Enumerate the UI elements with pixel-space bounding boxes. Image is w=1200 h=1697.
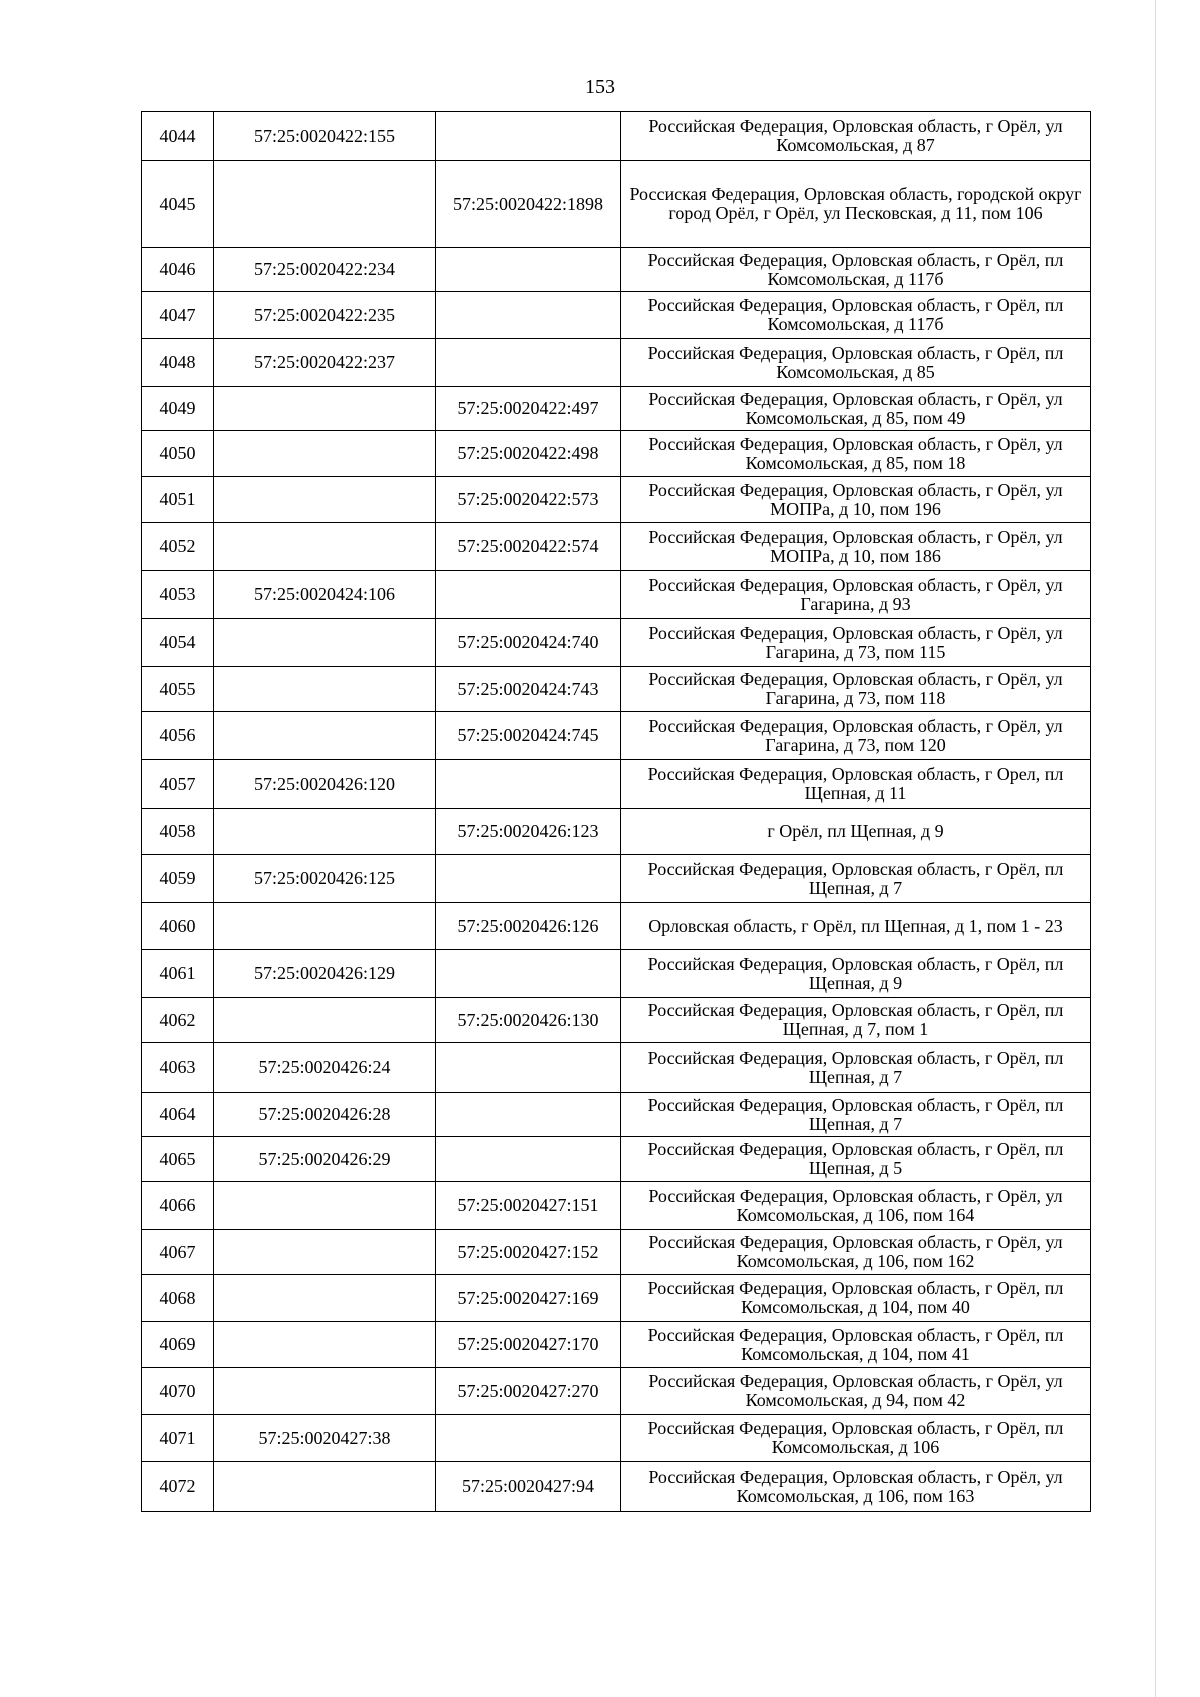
new-cadastral-number-cell: 57:25:0020422:498 [436,431,621,477]
row-number-cell: 4047 [142,292,214,339]
address-cell: Российская Федерация, Орловская область, г Орёл, ул МОПРа, д 10, пом 196 [621,477,1091,523]
table-row [142,712,1091,760]
row-number-cell: 4044 [142,112,214,161]
row-number-cell: 4054 [142,619,214,667]
cadastral-number-cell [214,1275,436,1322]
new-cadastral-number-cell [436,1137,621,1182]
page-number: 153 [585,76,615,98]
row-number-cell: 4063 [142,1043,214,1093]
table-row [142,855,1091,903]
cadastral-number-cell [214,619,436,667]
new-cadastral-number-cell: 57:25:0020427:94 [436,1462,621,1512]
row-number-cell: 4058 [142,809,214,855]
cadastral-number-cell: 57:25:0020426:28 [214,1093,436,1137]
table-row [142,950,1091,998]
table-row [142,1322,1091,1368]
address-cell: Российская Федерация, Орловская область, г Орёл, пл Щепная, д 5 [621,1137,1091,1182]
table-row [142,1415,1091,1462]
address-cell: Российская Федерация, Орловская область, г Орёл, ул Гагарина, д 73, пом 115 [621,619,1091,667]
address-cell: Российская Федерация, Орловская область, г Орёл, пл Щепная, д 7, пом 1 [621,998,1091,1043]
new-cadastral-number-cell: 57:25:0020427:151 [436,1182,621,1230]
new-cadastral-number-cell [436,950,621,998]
new-cadastral-number-cell: 57:25:0020427:169 [436,1275,621,1322]
address-cell: Российская Федерация, Орловская область, г Орёл, пл Комсомольская, д 117б [621,248,1091,292]
table-row [142,477,1091,523]
address-cell: Российская Федерация, Орловская область, г Орёл, ул Комсомольская, д 106, пом 162 [621,1230,1091,1275]
address-cell: Российская Федерация, Орловская область, г Орёл, пл Щепная, д 7 [621,855,1091,903]
address-cell: Российская Федерация, Орловская область, г Орёл, ул Комсомольская, д 106, пом 164 [621,1182,1091,1230]
cadastral-number-cell: 57:25:0020426:129 [214,950,436,998]
table-row [142,571,1091,619]
new-cadastral-number-cell: 57:25:0020424:745 [436,712,621,760]
cadastral-number-cell [214,1182,436,1230]
row-number-cell: 4061 [142,950,214,998]
cadastral-number-cell [214,1462,436,1512]
table-row [142,1368,1091,1415]
row-number-cell: 4056 [142,712,214,760]
row-number-cell: 4070 [142,1368,214,1415]
table-row [142,1275,1091,1322]
new-cadastral-number-cell [436,248,621,292]
address-cell: Россиская Федерация, Орловская область, городской округ город Орёл, г Орёл, ул Песковская, д 11, пом 106 [621,161,1091,248]
new-cadastral-number-cell: 57:25:0020426:126 [436,903,621,950]
registry-table [141,111,1091,1512]
row-number-cell: 4050 [142,431,214,477]
new-cadastral-number-cell [436,112,621,161]
row-number-cell: 4069 [142,1322,214,1368]
cadastral-number-cell [214,1368,436,1415]
row-number-cell: 4045 [142,161,214,248]
address-cell: Российская Федерация, Орловская область, г Орёл, ул Гагарина, д 73, пом 120 [621,712,1091,760]
cadastral-number-cell: 57:25:0020422:155 [214,112,436,161]
cadastral-number-cell: 57:25:0020422:237 [214,339,436,387]
cadastral-number-cell [214,431,436,477]
row-number-cell: 4053 [142,571,214,619]
address-cell: Российская Федерация, Орловская область, г Орёл, ул Гагарина, д 93 [621,571,1091,619]
row-number-cell: 4065 [142,1137,214,1182]
scan-edge-line [1155,0,1156,1697]
new-cadastral-number-cell: 57:25:0020422:497 [436,387,621,431]
table-row [142,1137,1091,1182]
address-cell: Орловская область, г Орёл, пл Щепная, д 1, пом 1 - 23 [621,903,1091,950]
new-cadastral-number-cell: 57:25:0020427:170 [436,1322,621,1368]
new-cadastral-number-cell [436,339,621,387]
table-row [142,809,1091,855]
address-cell: Российская Федерация, Орловская область, г Орёл, ул Комсомольская, д 106, пом 163 [621,1462,1091,1512]
table-row [142,387,1091,431]
row-number-cell: 4066 [142,1182,214,1230]
address-cell: Российская Федерация, Орловская область, г Орел, пл Щепная, д 11 [621,760,1091,809]
new-cadastral-number-cell: 57:25:0020422:573 [436,477,621,523]
new-cadastral-number-cell [436,855,621,903]
address-cell: Российская Федерация, Орловская область, г Орёл, пл Щепная, д 7 [621,1093,1091,1137]
cadastral-number-cell [214,477,436,523]
cadastral-number-cell [214,667,436,712]
table-row [142,903,1091,950]
address-cell: Российская Федерация, Орловская область, г Орёл, пл Комсомольская, д 104, пом 40 [621,1275,1091,1322]
address-cell: Российская Федерация, Орловская область, г Орёл, пл Комсомольская, д 85 [621,339,1091,387]
row-number-cell: 4057 [142,760,214,809]
table-row [142,1182,1091,1230]
table-row [142,523,1091,571]
cadastral-number-cell [214,903,436,950]
table-row [142,292,1091,339]
new-cadastral-number-cell [436,760,621,809]
new-cadastral-number-cell: 57:25:0020426:130 [436,998,621,1043]
row-number-cell: 4071 [142,1415,214,1462]
address-cell: г Орёл, пл Щепная, д 9 [621,809,1091,855]
cadastral-number-cell: 57:25:0020426:29 [214,1137,436,1182]
cadastral-number-cell [214,809,436,855]
new-cadastral-number-cell: 57:25:0020424:743 [436,667,621,712]
cadastral-number-cell [214,1322,436,1368]
table-row [142,1462,1091,1512]
cadastral-number-cell: 57:25:0020422:234 [214,248,436,292]
address-cell: Российская Федерация, Орловская область, г Орёл, пл Комсомольская, д 104, пом 41 [621,1322,1091,1368]
new-cadastral-number-cell: 57:25:0020422:1898 [436,161,621,248]
table-row [142,998,1091,1043]
address-cell: Российская Федерация, Орловская область, г Орёл, ул Комсомольская, д 87 [621,112,1091,161]
row-number-cell: 4052 [142,523,214,571]
cadastral-number-cell: 57:25:0020422:235 [214,292,436,339]
address-cell: Российская Федерация, Орловская область, г Орёл, пл Комсомольская, д 117б [621,292,1091,339]
row-number-cell: 4049 [142,387,214,431]
row-number-cell: 4059 [142,855,214,903]
cadastral-number-cell [214,998,436,1043]
table-row [142,619,1091,667]
address-cell: Российская Федерация, Орловская область, г Орёл, пл Щепная, д 9 [621,950,1091,998]
new-cadastral-number-cell: 57:25:0020427:270 [436,1368,621,1415]
new-cadastral-number-cell: 57:25:0020426:123 [436,809,621,855]
row-number-cell: 4067 [142,1230,214,1275]
new-cadastral-number-cell: 57:25:0020424:740 [436,619,621,667]
row-number-cell: 4048 [142,339,214,387]
row-number-cell: 4064 [142,1093,214,1137]
row-number-cell: 4051 [142,477,214,523]
address-cell: Российская Федерация, Орловская область, г Орёл, ул Комсомольская, д 85, пом 49 [621,387,1091,431]
table-row [142,431,1091,477]
new-cadastral-number-cell [436,571,621,619]
cadastral-number-cell [214,712,436,760]
address-cell: Российская Федерация, Орловская область, г Орёл, ул Комсомольская, д 94, пом 42 [621,1368,1091,1415]
address-cell: Российская Федерация, Орловская область, г Орёл, ул Гагарина, д 73, пом 118 [621,667,1091,712]
table-row [142,339,1091,387]
table-row [142,1093,1091,1137]
row-number-cell: 4055 [142,667,214,712]
cadastral-number-cell: 57:25:0020426:125 [214,855,436,903]
cadastral-number-cell: 57:25:0020427:38 [214,1415,436,1462]
address-cell: Российская Федерация, Орловская область, г Орёл, пл Щепная, д 7 [621,1043,1091,1093]
row-number-cell: 4062 [142,998,214,1043]
address-cell: Российская Федерация, Орловская область, г Орёл, ул Комсомольская, д 85, пом 18 [621,431,1091,477]
cadastral-number-cell: 57:25:0020426:120 [214,760,436,809]
address-cell: Российская Федерация, Орловская область, г Орёл, ул МОПРа, д 10, пом 186 [621,523,1091,571]
registry-table-body [142,112,1091,1512]
row-number-cell: 4046 [142,248,214,292]
table-row [142,667,1091,712]
table-row [142,112,1091,161]
address-cell: Российская Федерация, Орловская область, г Орёл, пл Комсомольская, д 106 [621,1415,1091,1462]
new-cadastral-number-cell [436,292,621,339]
new-cadastral-number-cell: 57:25:0020422:574 [436,523,621,571]
cadastral-number-cell [214,161,436,248]
new-cadastral-number-cell [436,1093,621,1137]
table-row [142,248,1091,292]
cadastral-number-cell: 57:25:0020424:106 [214,571,436,619]
table-row [142,1230,1091,1275]
row-number-cell: 4068 [142,1275,214,1322]
row-number-cell: 4072 [142,1462,214,1512]
new-cadastral-number-cell [436,1415,621,1462]
table-row [142,161,1091,248]
cadastral-number-cell [214,1230,436,1275]
table-row [142,760,1091,809]
cadastral-number-cell [214,523,436,571]
cadastral-number-cell [214,387,436,431]
new-cadastral-number-cell [436,1043,621,1093]
cadastral-number-cell: 57:25:0020426:24 [214,1043,436,1093]
table-row [142,1043,1091,1093]
row-number-cell: 4060 [142,903,214,950]
new-cadastral-number-cell: 57:25:0020427:152 [436,1230,621,1275]
